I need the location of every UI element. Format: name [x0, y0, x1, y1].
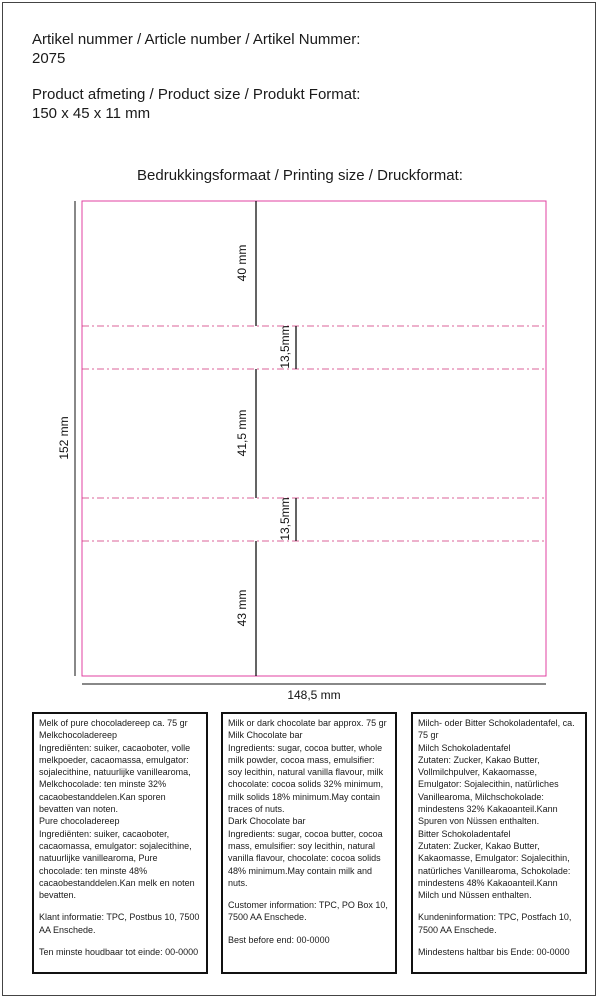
ingredients-text: Melk of pure chocoladereep ca. 75 gr Melkchocoladereep Ingrediënten: suiker, cacaoboter, volle melkpoeder, cacaomassa, emulgator: sojalecithine, natuurlijke vanillearoma, Melkchocolade: ten minste 32% cacaobestanddelen.Kan sporen bevatten van noten. Pure chocoladereep Ingrediënten: suiker, cacaoboter, cacaomassa, emulgator: sojalecithine, natuurlijke vanillearoma, Pure chocolade: ten minste 48% cacaobestanddelen.Kan melk en noten bevatten. [39, 718, 195, 901]
print-area-outline [82, 201, 546, 676]
customer-info: Klant informatie: TPC, Postbus 10, 7500 AA Enschede. [39, 912, 200, 935]
section3-label: 43 mm [235, 589, 249, 627]
ingredients-text: Milch- oder Bitter Schokoladentafel, ca. 75 gr Milch Schokoladentafel Zutaten: Zucker, Kakao Butter, Vollmilchpulver, Kakaomasse, Emulgator: Sojalecithin, natürliches Vanillearoma, Milchschokolade: mindestens 32% Kakaoanteil.Kann Spuren von Nüssen enthalten. Bitter Schokoladentafel Zutaten: Zucker, Kakao Butter, Kakaomasse, Emulgator: Sojalecithin, natürliches Vanillearoma, Schokolade: mindestens 48% Kakaoanteil.Kann Milch und Nüssen enthalten. [418, 718, 575, 901]
ingredients-text: Milk or dark chocolate bar approx. 75 gr Milk Chocolate bar Ingredients: sugar, cocoa butter, whole milk powder, cocoa mass, emulsifier: soy lecithin, natural vanilla flavour, milk chocolate: cocoa solids 32% minimum, milk solids 18% minimum.May contain traces of nuts. Dark Chocolate bar Ingredients: sugar, cocoa butter, cocoa mass, emulsifier: soy lecithin, natural vanilla flavour, chocolate: cocoa solids 48% minimum.May contain milk and nuts. [228, 718, 387, 888]
customer-info: Kundeninformation: TPC, Postfach 10, 7500 AA Enschede. [418, 912, 572, 935]
info-box-german [411, 712, 587, 974]
section2-label: 41,5 mm [235, 409, 249, 457]
info-box-dutch [32, 712, 208, 974]
fold2-label: 13,5mm [278, 497, 292, 541]
info-box-english [221, 712, 397, 974]
best-before: Best before end: 00-0000 [228, 934, 330, 945]
fold1-label: 13,5mm [278, 325, 292, 369]
best-before: Ten minste houdbaar tot einde: 00-0000 [39, 947, 199, 958]
customer-info: Customer information: TPC, PO Box 10, 7500 AA Enschede. [228, 900, 388, 923]
section1-label: 40 mm [235, 244, 249, 282]
width-total-label: 148,5 mm [287, 688, 341, 702]
printing-size-caption: Bedrukkingsformaat / Printing size / Druckformat: [137, 167, 463, 184]
height-total-label: 152 mm [57, 416, 71, 460]
product-size-value: 150 x 45 x 11 mm [32, 105, 151, 122]
best-before: Mindestens haltbar bis Ende: 00-0000 [418, 947, 570, 958]
article-number-label: Artikel nummer / Article number / Artikel Nummer: [32, 31, 361, 48]
product-size-label: Product afmeting / Product size / Produkt Format: [32, 86, 361, 103]
article-number-value: 2075 [32, 50, 66, 67]
